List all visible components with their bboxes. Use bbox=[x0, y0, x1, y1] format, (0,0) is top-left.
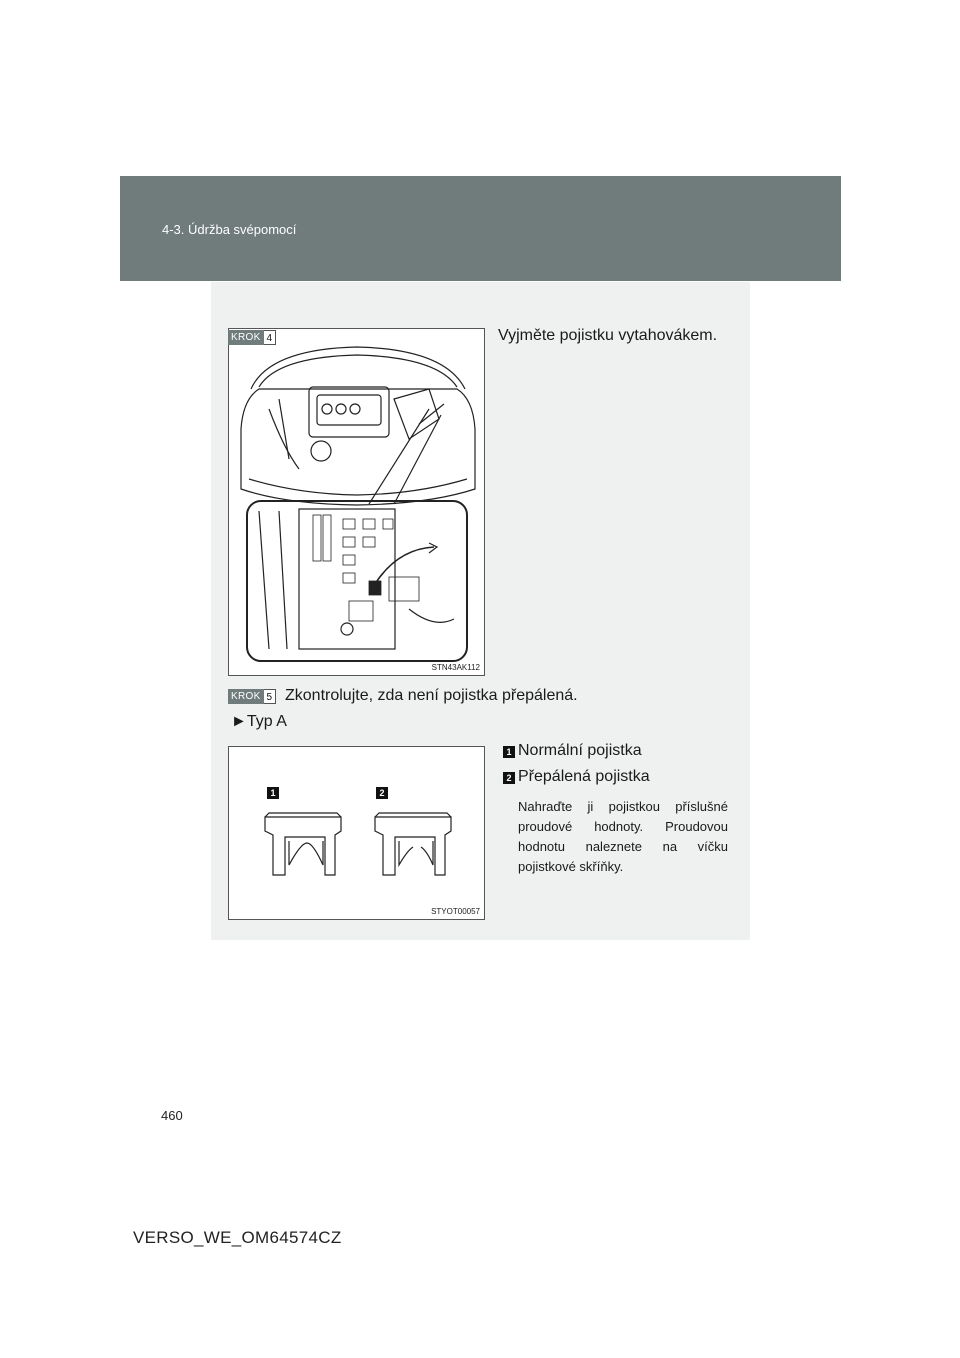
header-band bbox=[120, 176, 841, 281]
step4-instruction: Vyjměte pojistku vytahovákem. bbox=[498, 327, 718, 344]
step-badge-number: 5 bbox=[264, 689, 277, 704]
legend-1-marker: 1 bbox=[503, 746, 515, 758]
step-badge-label: KROK bbox=[228, 330, 264, 345]
legend-1-label: Normální pojistka bbox=[518, 742, 642, 759]
replacement-note: Nahraďte ji pojistkou příslušné proudové hodnoty. Proudovou hodnotu naleznete na víčku pojistkové skříňky. bbox=[518, 799, 728, 874]
section-title: 4-3. Údržba svépomocí bbox=[162, 222, 297, 237]
fuse-drawing bbox=[229, 747, 485, 920]
legend-2-label: Přepálená pojistka bbox=[518, 768, 650, 785]
step-badge-5 bbox=[228, 689, 276, 704]
callout-1-marker: 1 bbox=[267, 787, 279, 799]
engine-fuse-drawing bbox=[229, 329, 485, 676]
step5-instruction: Zkontrolujte, zda není pojistka přepálená. bbox=[285, 687, 578, 704]
step-badge-label: KROK bbox=[228, 689, 264, 704]
fuse-comparison-illustration bbox=[228, 746, 485, 920]
document-id: VERSO_WE_OM64574CZ bbox=[133, 1228, 342, 1247]
engine-bay-illustration bbox=[228, 328, 485, 676]
figure-code: STN43AK112 bbox=[431, 663, 480, 672]
callout-2-marker: 2 bbox=[376, 787, 388, 799]
figure-code: STYOT00057 bbox=[431, 907, 480, 916]
type-label: ►Typ A bbox=[231, 713, 287, 730]
page-number: 460 bbox=[161, 1108, 183, 1123]
legend-2-marker: 2 bbox=[503, 772, 515, 784]
step-badge-number: 4 bbox=[264, 330, 277, 345]
step-badge-4 bbox=[228, 330, 276, 345]
